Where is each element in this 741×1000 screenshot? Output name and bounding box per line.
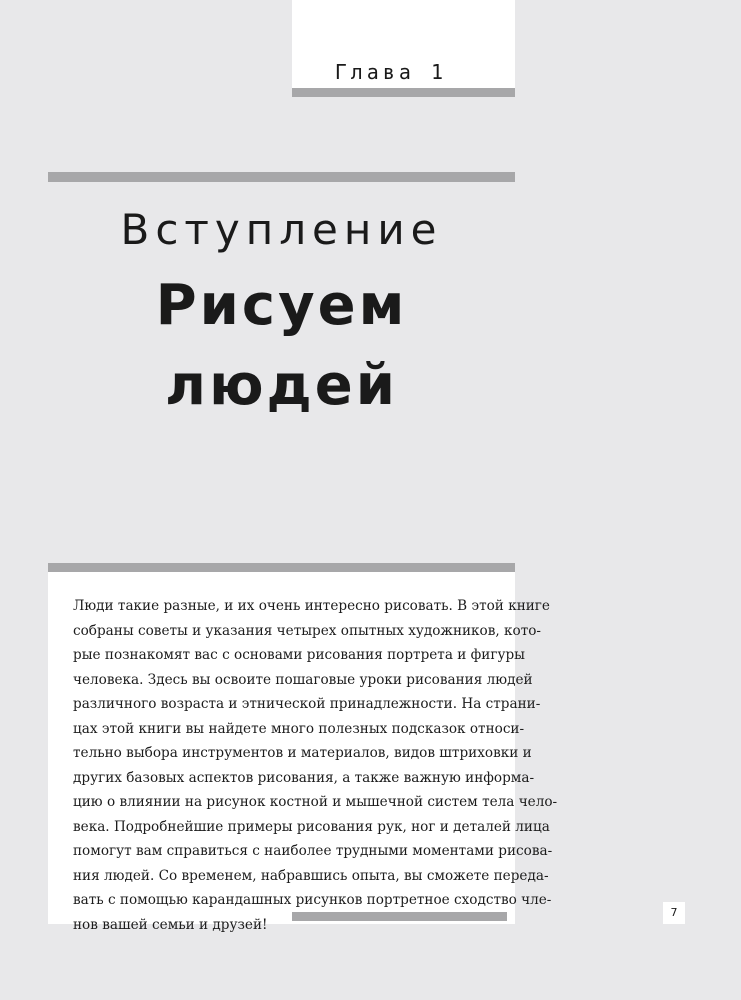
paragraph-line: вать с помощью карандашных рисунков портретное сходство чле- (73, 892, 552, 908)
paragraph-line: нов вашей семьи и друзей! (73, 916, 268, 933)
paragraph-line: рые познакомят вас с основами рисования портрета и фигуры (73, 647, 525, 663)
text-panel-bottom-rule (292, 912, 507, 921)
paragraph-line: Люди такие разные, и их очень интересно рисовать. В этой книге (73, 598, 550, 614)
intro-paragraph (73, 594, 558, 937)
chapter-title-line-1: Рисуем (155, 273, 408, 338)
title-rule (48, 172, 515, 182)
title-block (48, 190, 515, 426)
paragraph-line: ния людей. Со временем, набравшись опыта, вы сможете переда- (73, 867, 549, 884)
text-panel-top-rule (48, 563, 515, 572)
chapter-subtitle: Вступление (120, 205, 443, 254)
intro-text-panel (48, 572, 558, 933)
chapter-tab (292, 0, 515, 90)
paragraph-line: цию о влиянии на рисунок костной и мышечной систем тела чело- (73, 794, 558, 810)
chapter-title-line-2: людей (165, 353, 398, 418)
paragraph-line: собраны советы и указания четырех опытных художников, кото- (73, 622, 542, 639)
chapter-label: Глава 1 (334, 60, 447, 84)
page-number: 7 (663, 902, 685, 924)
paragraph-line: различного возраста и этнической принадлежности. На страни- (73, 696, 541, 712)
chapter-underline (292, 88, 515, 97)
paragraph-line: тельно выбора инструментов и материалов, видов штриховки и (73, 745, 532, 761)
paragraph-line: века. Подробнейшие примеры рисования рук, ног и деталей лица (73, 818, 550, 835)
paragraph-line: помогут вам справиться с наиболее трудными моментами рисова- (73, 843, 553, 859)
paragraph-line: других базовых аспектов рисования, а также важную информа- (73, 769, 535, 786)
paragraph-line: цах этой книги вы найдете много полезных подсказок относи- (73, 720, 525, 737)
paragraph-line: человека. Здесь вы освоите пошаговые уроки рисования людей (73, 671, 533, 688)
